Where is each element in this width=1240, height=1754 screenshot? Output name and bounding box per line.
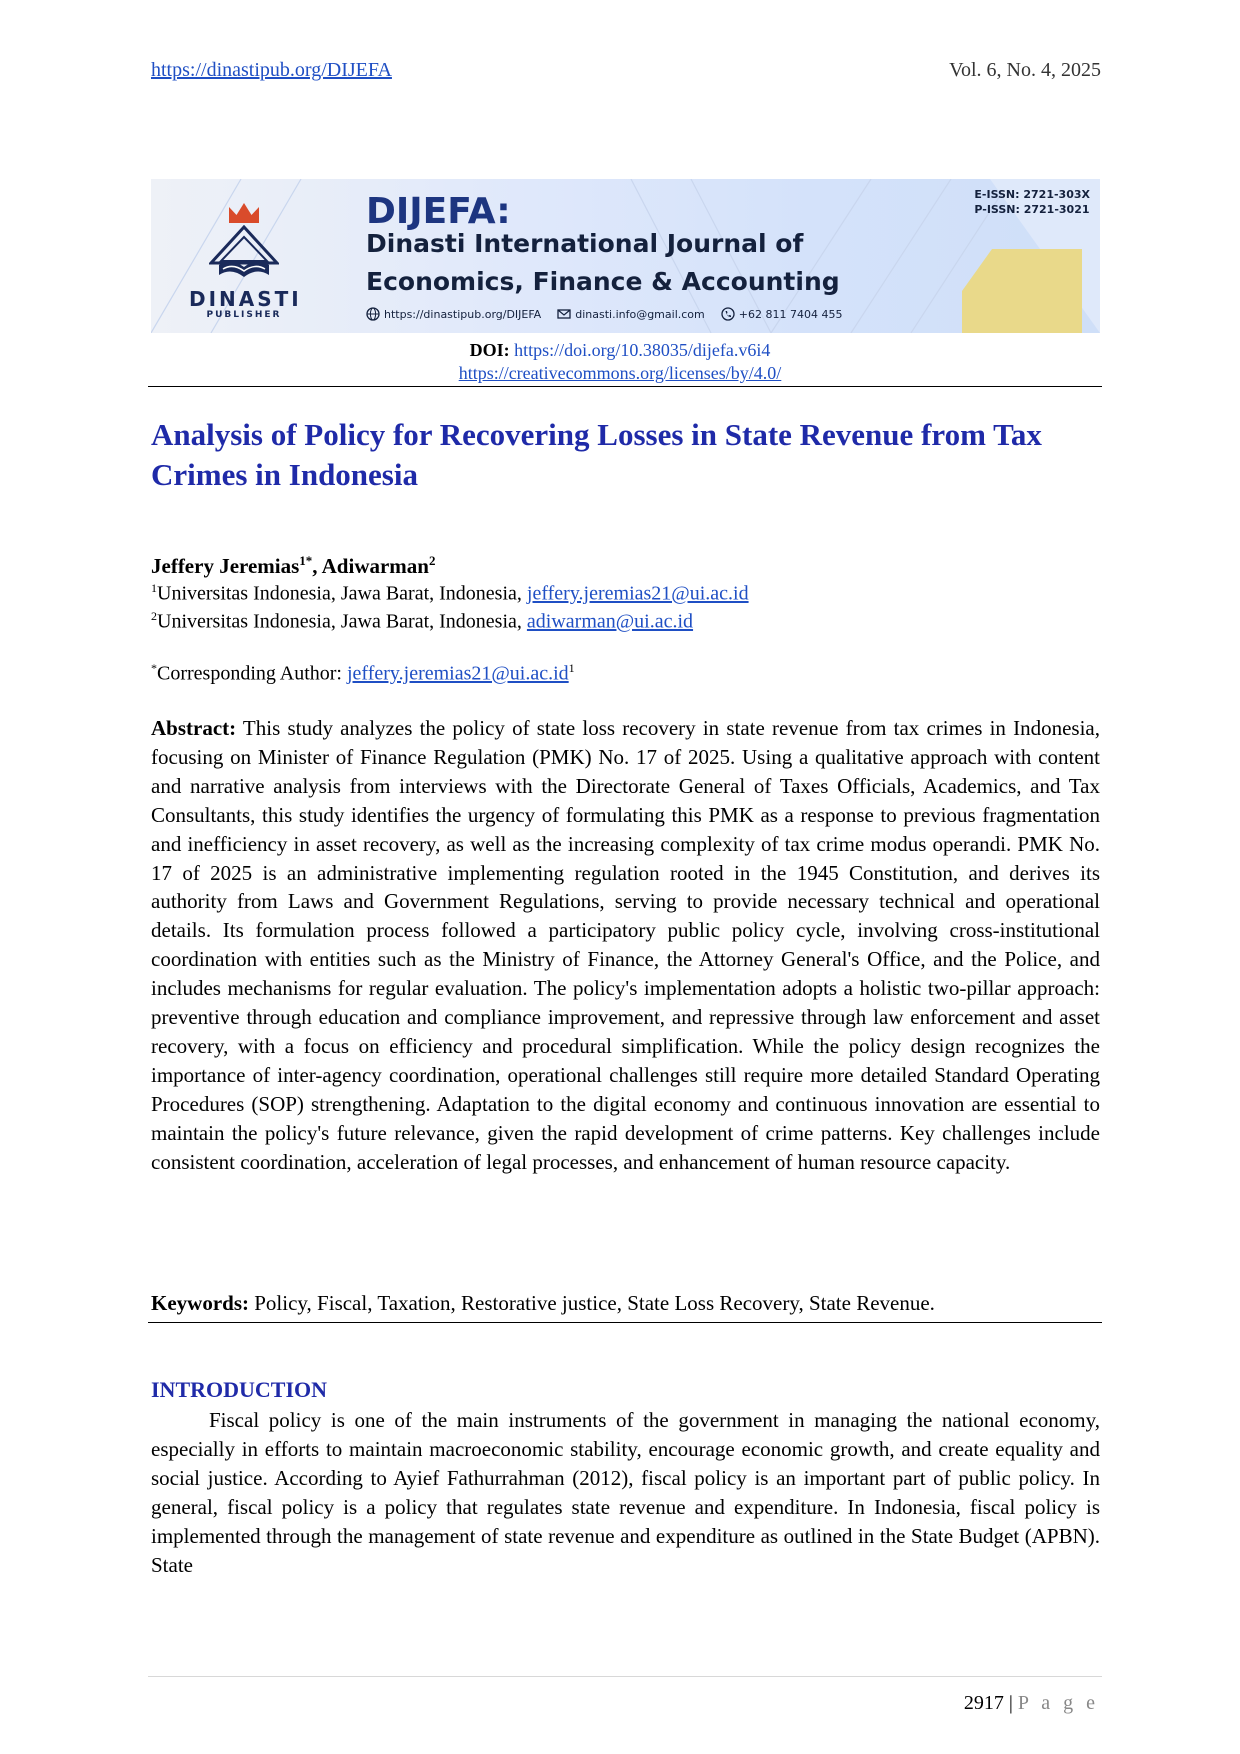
paper-title: Analysis of Policy for Recovering Losses in State Revenue from Tax Crimes in Indonesia <box>151 417 1042 492</box>
banner-title: DIJEFA: <box>366 191 511 232</box>
doi-link[interactable]: https://doi.org/10.38035/dijefa.v6i4 <box>514 340 771 360</box>
affiliation-1 <box>151 581 749 606</box>
affiliation-1-sup: 1 <box>151 581 157 595</box>
corresponding-label: Corresponding Author: <box>157 662 347 685</box>
corresponding-email[interactable]: jeffery.jeremias21@ui.ac.id <box>347 662 569 685</box>
author-2-sup: 2 <box>428 553 436 568</box>
pissn: P-ISSN: 2721-3021 <box>974 203 1090 216</box>
banner-phone <box>721 307 843 321</box>
corresponding-email-sup: 1 <box>568 661 575 675</box>
journal-url-link[interactable]: https://dinastipub.org/DIJEFA <box>151 59 392 81</box>
author-line <box>151 553 435 579</box>
logo-name: DINASTI <box>189 287 302 311</box>
banner-email <box>557 307 705 321</box>
abstract <box>151 714 1100 1177</box>
affiliation-2-sup: 2 <box>151 609 157 623</box>
abstract-text: This study analyzes the policy of state loss recovery in state revenue from tax crimes in Indonesia, focusing on Minister of Finance Regulation (PMK) No. 17 of 2025. Using a qualitative approach with content and narrative analysis from interviews with the Directorate General of Taxes Officials, Academics, and Tax Consultants, this study identifies the urgency of formulating this PMK as a response to previous fragmentation and inefficiency in asset recovery, as well as the increasing complexity of tax crime modus operandi. PMK No. 17 of 2025 is an administrative implementing regulation rooted in the 1945 Constitution, and derives its authority from Laws and Government Regulations, serving to provide necessary technical and operational details. Its formulation process followed a participatory public policy cycle, involving cross-institutional coordination with entities such as the Ministry of Finance, the Attorney General's Office, and the Police, and includes mechanisms for regular evaluation. The policy's implementation adopts a holistic two-pillar approach: preventive through education and compliance improvement, and repressive through law enforcement and asset recovery, with a focus on efficiency and procedural simplification. While the policy design recognizes the importance of inter-agency coordination, operational challenges still require more detailed Standard Operating Procedures (SOP) strengthening. Adaptation to the digital economy and continuous innovation are essential to maintain the policy's future relevance, given the rapid development of crime patterns. Key challenges include consistent coordination, acceleration of legal processes, and enhancement of human resource capacity. <box>151 716 1100 1174</box>
author-separator: , <box>312 554 322 578</box>
keywords-text: Policy, Fiscal, Taxation, Restorative justice, State Loss Recovery, State Revenue. <box>249 1291 935 1315</box>
crown-icon <box>229 203 259 223</box>
globe-icon <box>366 307 380 321</box>
banner-web-text: https://dinastipub.org/DIJEFA <box>384 307 542 321</box>
book-emblem-icon <box>209 225 279 281</box>
footer-divider <box>148 1676 1102 1677</box>
dinasti-logo <box>189 203 302 323</box>
affiliation-2 <box>151 609 693 634</box>
banner-email-text: dinasti.info@gmail.com <box>575 307 705 321</box>
license-link[interactable]: https://creativecommons.org/licenses/by/4.0/ <box>458 363 782 383</box>
affiliation-2-email[interactable]: adiwarman@ui.ac.id <box>526 610 694 633</box>
corresponding-author <box>151 661 575 686</box>
volume-info: Vol. 6, No. 4, 2025 <box>949 59 1101 81</box>
corresponding-sup: * <box>151 661 157 675</box>
footer-separator: | <box>1008 1692 1013 1714</box>
doi-label: DOI: <box>469 340 510 360</box>
banner-subtitle-line1: Dinasti International Journal of <box>366 229 804 258</box>
keywords <box>151 1291 1100 1316</box>
banner-issn <box>974 187 1090 217</box>
affiliation-1-text: Universitas Indonesia, Jawa Barat, Indonesia, <box>157 582 527 605</box>
affiliation-1-email[interactable]: jeffery.jeremias21@ui.ac.id <box>526 582 749 605</box>
introduction-paragraph: Fiscal policy is one of the main instruments of the government in managing the national economy, especially in efforts to maintain macroeconomic stability, encourage economic growth, and create equality and social justice. According to Ayief Fathurrahman (2012), fiscal policy is an important part of public policy. In general, fiscal policy is a policy that regulates state revenue and expenditure. In Indonesia, fiscal policy is implemented through the management of state revenue and expenditure as outlined in the State Budget (APBN). State <box>151 1408 1100 1577</box>
banner-contact <box>366 307 842 321</box>
author-1-sup: 1* <box>299 553 313 568</box>
banner-web <box>366 307 541 321</box>
page-footer <box>964 1692 1099 1715</box>
header-divider <box>148 386 1102 387</box>
banner-phone-text: +62 811 7404 455 <box>738 307 843 321</box>
page-number: 2917 <box>963 1692 1004 1714</box>
introduction-heading: INTRODUCTION <box>151 1377 328 1402</box>
phone-icon <box>721 307 735 321</box>
author-2: Adiwarman <box>321 554 429 578</box>
mail-icon <box>557 307 571 321</box>
abstract-divider <box>148 1322 1102 1323</box>
page-label: P a g e <box>1017 1692 1099 1714</box>
abstract-label: Abstract: <box>151 716 237 740</box>
eissn: E-ISSN: 2721-303X <box>974 188 1090 201</box>
affiliation-2-text: Universitas Indonesia, Jawa Barat, Indonesia, <box>157 610 527 633</box>
banner-subtitle-line2: Economics, Finance & Accounting <box>366 267 840 296</box>
journal-banner <box>151 179 1100 333</box>
logo-subtitle: PUBLISHER <box>206 310 282 320</box>
author-1: Jeffery Jeremias <box>151 554 300 578</box>
keywords-label: Keywords: <box>151 1291 249 1315</box>
doi-line <box>0 340 1240 361</box>
